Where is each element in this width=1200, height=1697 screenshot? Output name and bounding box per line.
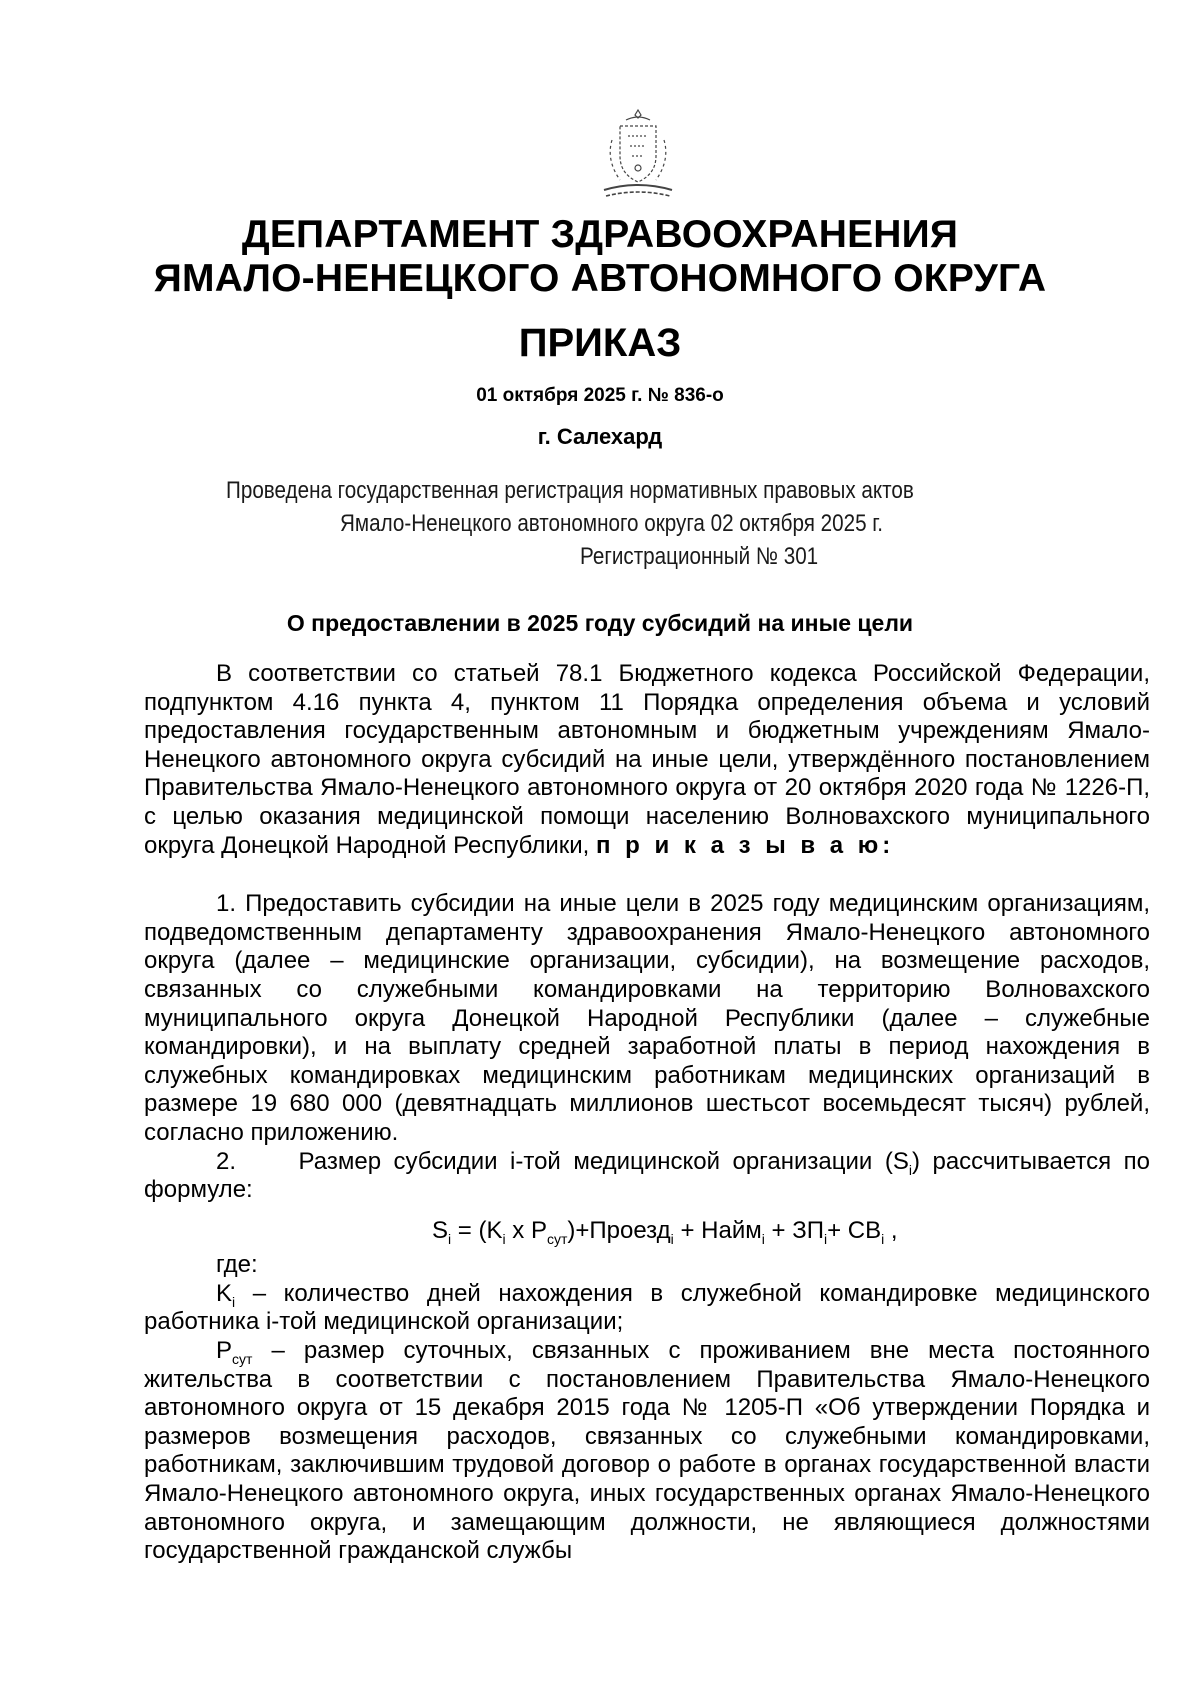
department-title-line2: ЯМАЛО-НЕНЕЦКОГО АВТОНОМНОГО ОКРУГА — [153, 257, 1047, 300]
where-label: где: — [216, 1251, 258, 1279]
preamble-text: В соответствии со статьей 78.1 Бюджетного кодекса Российской Федерации, подпунктом 4.16 пункта 4, пунктом 11 Порядка определения объема и условий предоставления государственным автономным и бюджетным учреждениям Ямало-Ненецкого автономного округа субсидий на иные цели, утверждённого постановлением Правительства Ямало-Ненецкого автономного округа от 20 октября 2020 года № 1226-П, с целью оказания медицинской помощи населению Волновахского муниципального округа Донецкой Народной Республики, — [144, 660, 1150, 859]
order-body — [144, 660, 1157, 1566]
order-date-number: 01 октября 2025 г. № 836-о — [476, 385, 724, 406]
coat-of-arms-icon — [596, 106, 680, 206]
formula-s-sub: i — [448, 1230, 452, 1247]
department-title-line1: ДЕПАРТАМЕНТ ЗДРАВООХРАНЕНИЯ — [241, 213, 959, 256]
city-label: г. Салехард — [537, 424, 663, 449]
item-2-text-start: 2. Размер субсидии i-той медицинской организации (S — [216, 1147, 909, 1175]
formula-zp-sub: i — [823, 1230, 828, 1247]
formula-sv-sub: i — [881, 1230, 885, 1247]
formula-naim-sub: i — [761, 1230, 765, 1247]
formula-part1: = (K — [451, 1216, 503, 1244]
document-type-title: ПРИКАЗ — [518, 321, 682, 365]
formula-part7: , — [884, 1216, 898, 1244]
formula-part6: + СВ — [827, 1216, 882, 1244]
order-keyword: п р и к а з ы в а ю: — [596, 831, 895, 859]
item-1-paragraph: 1. Предоставить субсидии на иные цели в 2025 году медицинским организациям, подведомственным департаменту здравоохранения Ямало-Ненецкого автономного округа (далее – медицинские организации, субсидии), на возмещение расходов, связанных со служебными командировками на территорию Волновахского муниципального округа Донецкой Народной Республики (далее – служебные командировки), и на выплату средней заработной платы в период нахождения в служебных командировках медицинским работникам медицинских организаций в размере 19 680 000 (девятнадцать миллионов шестьсот восемьдесят тысяч) рублей, согласно приложению. — [144, 890, 1150, 1146]
formula-part3: )+Проезд — [567, 1216, 671, 1244]
definition-p — [144, 1337, 1150, 1566]
item-2-paragraph — [144, 1147, 1157, 1205]
subsidy-formula — [144, 1217, 1150, 1246]
registration-stamp-line2: Ямало-Ненецкого автономного округа 02 октября 2025 г. — [340, 510, 884, 537]
definition-k-symbol: K — [216, 1279, 233, 1307]
definition-p-symbol: P — [216, 1337, 233, 1365]
formula-k-sub: i — [502, 1230, 506, 1247]
registration-stamp-line3: Регистрационный № 301 — [580, 543, 819, 570]
formula-part2: x P — [505, 1216, 547, 1244]
order-subject-heading: О предоставлении в 2025 году субсидий на иные цели — [286, 610, 914, 636]
formula-part4: + Найм — [673, 1216, 762, 1244]
formula-proezd-sub: i — [670, 1230, 674, 1247]
definition-k-sub: i — [232, 1293, 236, 1310]
definition-p-sub: сут — [232, 1350, 253, 1367]
registration-stamp-line1: Проведена государственная регистрация нормативных правовых актов — [226, 477, 914, 504]
formula-part5: + ЗП — [764, 1216, 824, 1244]
formula-s: S — [432, 1216, 449, 1244]
item-2-text-end: ) рассчитывается по формуле: — [144, 1147, 1157, 1204]
item-2-subscript: i — [908, 1161, 912, 1178]
definition-k-text: – количество дней нахождения в служебной командировке медицинского работника i-той медицинской организации; — [144, 1279, 1150, 1336]
paragraph-gap — [144, 860, 1150, 890]
formula-p-sub: сут — [546, 1230, 568, 1247]
preamble-paragraph — [144, 660, 1150, 860]
definition-k — [144, 1280, 1150, 1337]
definition-p-text: – размер суточных, связанных с проживанием вне места постоянного жительства в соответствии с постановлением Правительства Ямало-Ненецкого автономного округа от 15 декабря 2015 года № 1205-П «Об утверждении Порядка и размеров возмещения расходов, связанных со служебными командировками, работникам, заключившим трудовой договор о работе в органах государственной власти Ямало-Ненецкого автономного округа, иных государственных органах Ямало-Ненецкого автономного округа, и замещающим должности, не являющиеся должностями государственной гражданской службы — [144, 1337, 1150, 1565]
